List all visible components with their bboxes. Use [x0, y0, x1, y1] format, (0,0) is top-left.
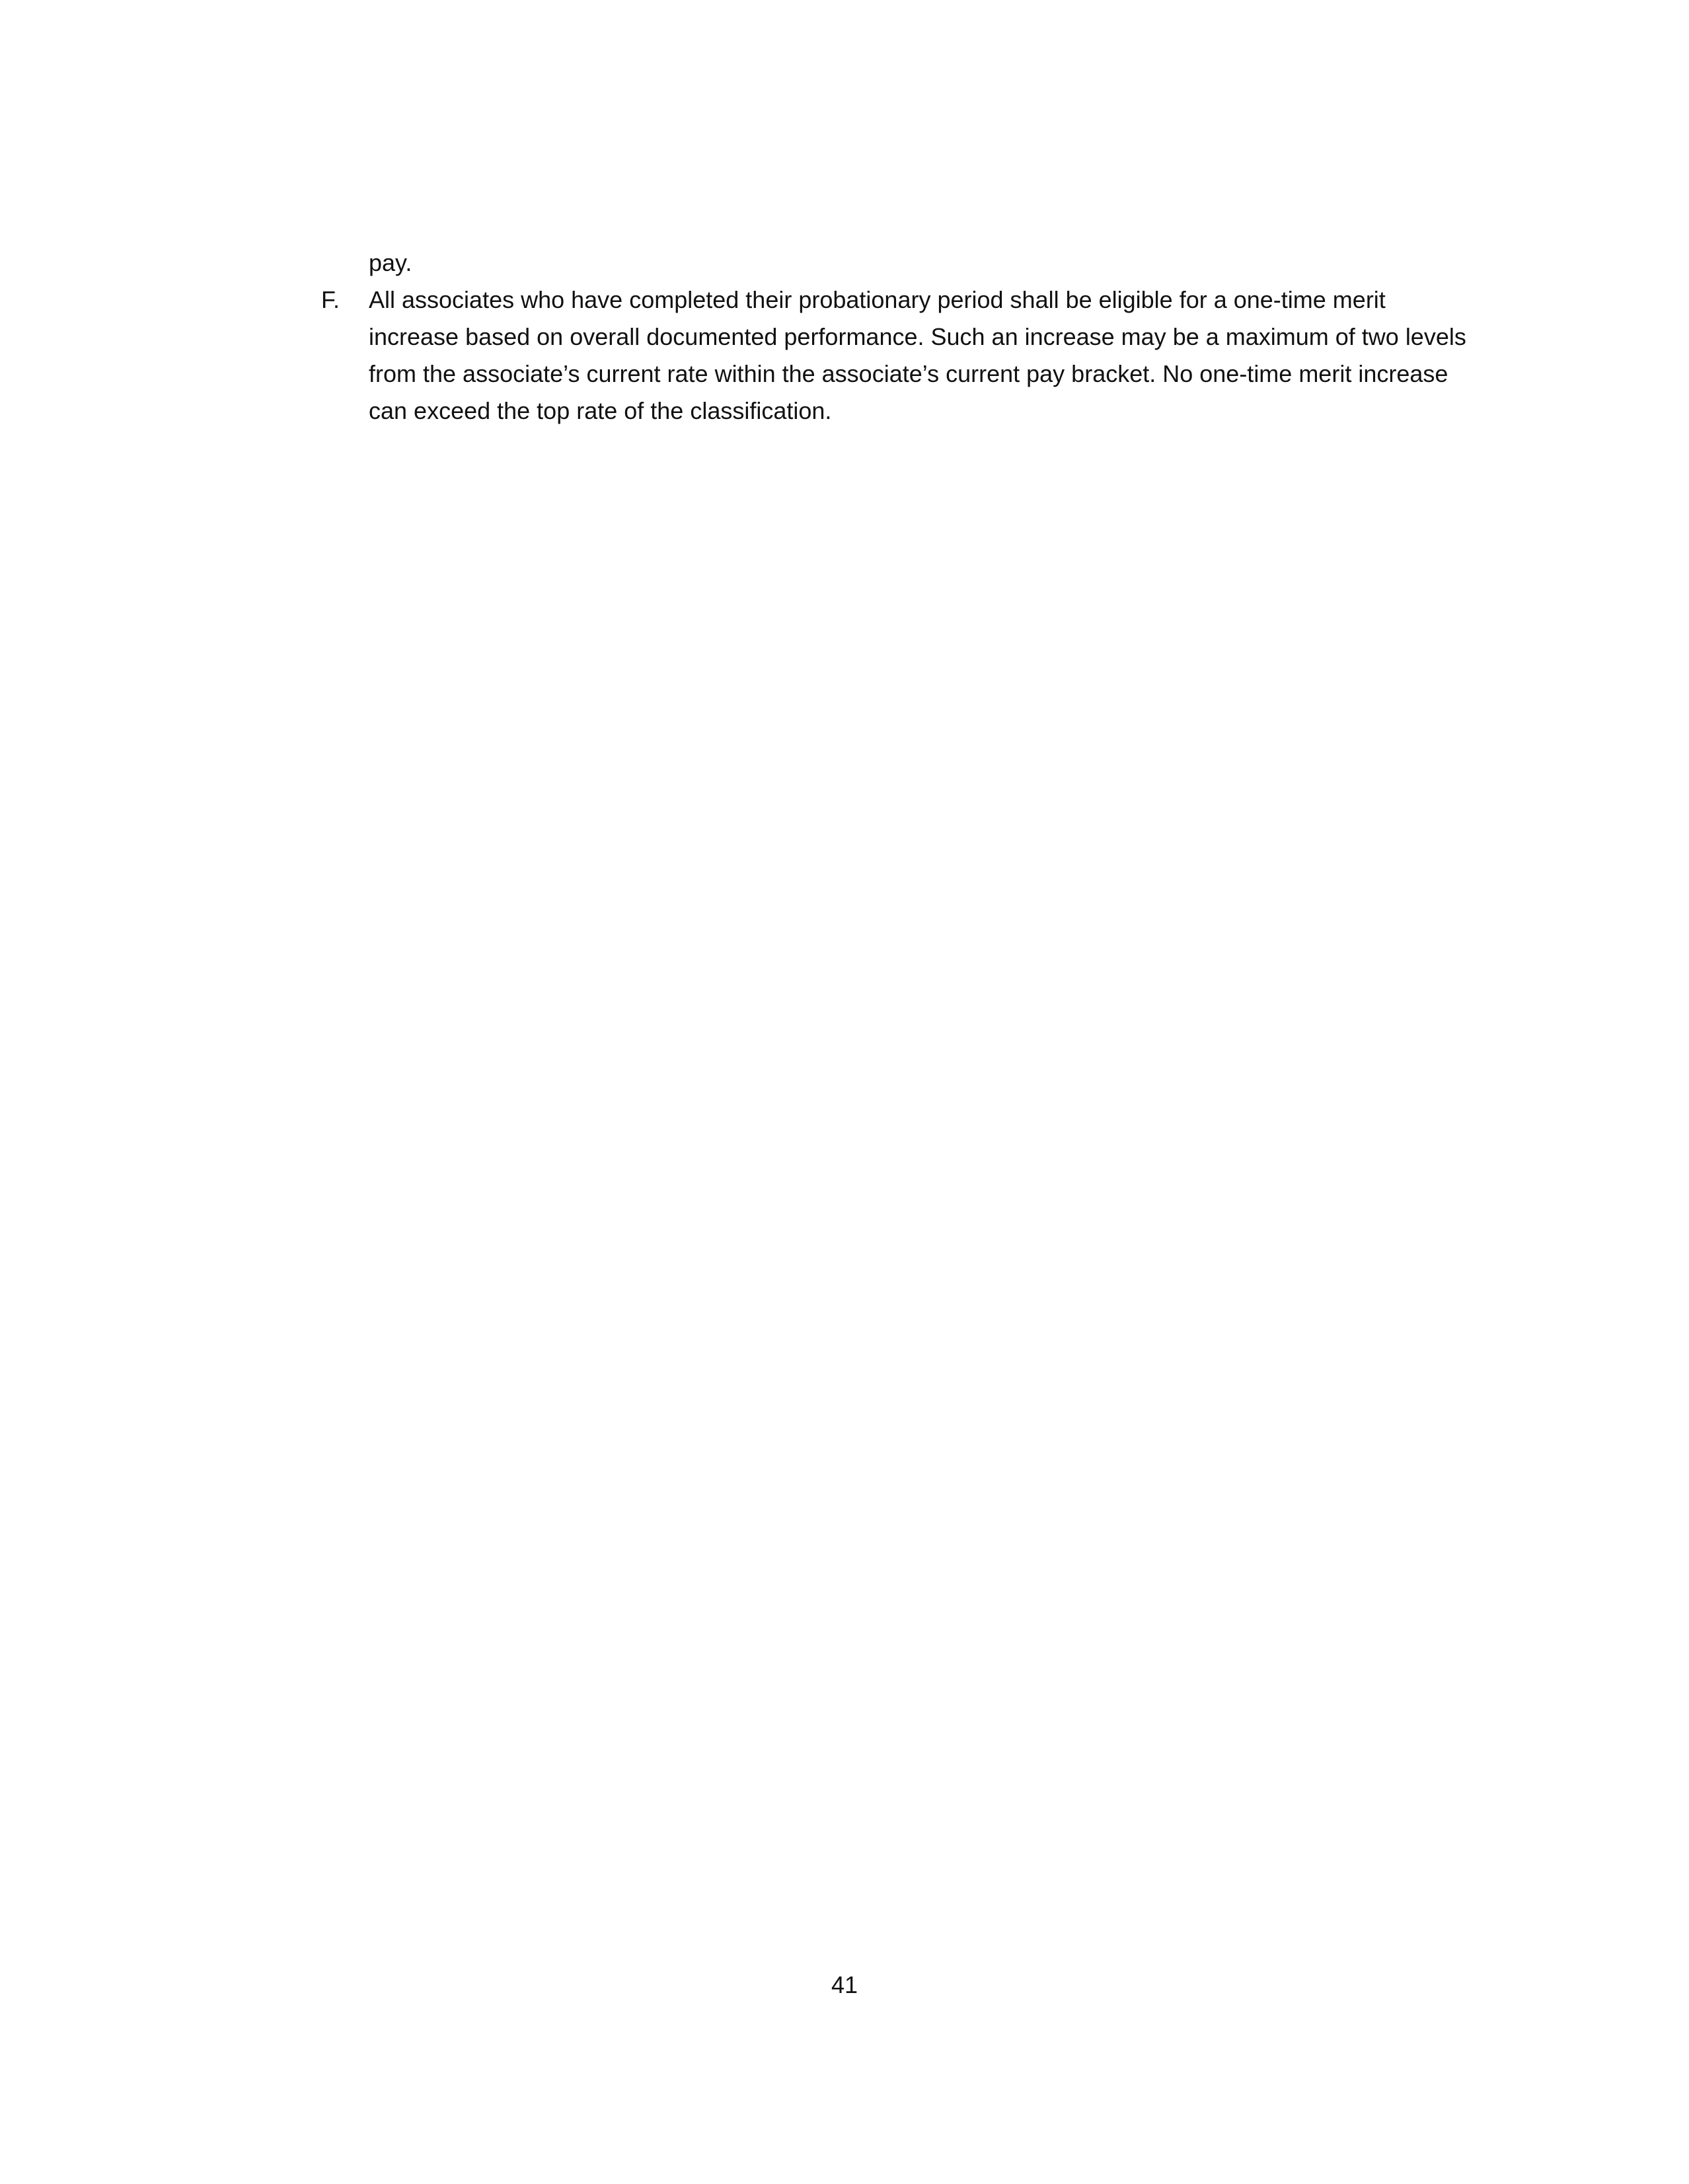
list-item-marker: F.: [321, 286, 340, 313]
text-line: can exceed the top rate of the classification.: [369, 397, 832, 424]
list-item-f: [321, 282, 1511, 430]
text-line: from the associate’s current rate within the associate’s current pay bracket. No one-time merit increase: [369, 360, 1448, 387]
text-line: increase based on overall documented performance. Such an increase may be a maximum of two levels: [369, 323, 1466, 350]
continuation-text: pay.: [369, 249, 412, 276]
text-line: All associates who have completed their probationary period shall be eligible for a one-time merit: [369, 286, 1386, 313]
list-item-text: [369, 282, 1511, 430]
page-number: 41: [831, 1971, 858, 1998]
